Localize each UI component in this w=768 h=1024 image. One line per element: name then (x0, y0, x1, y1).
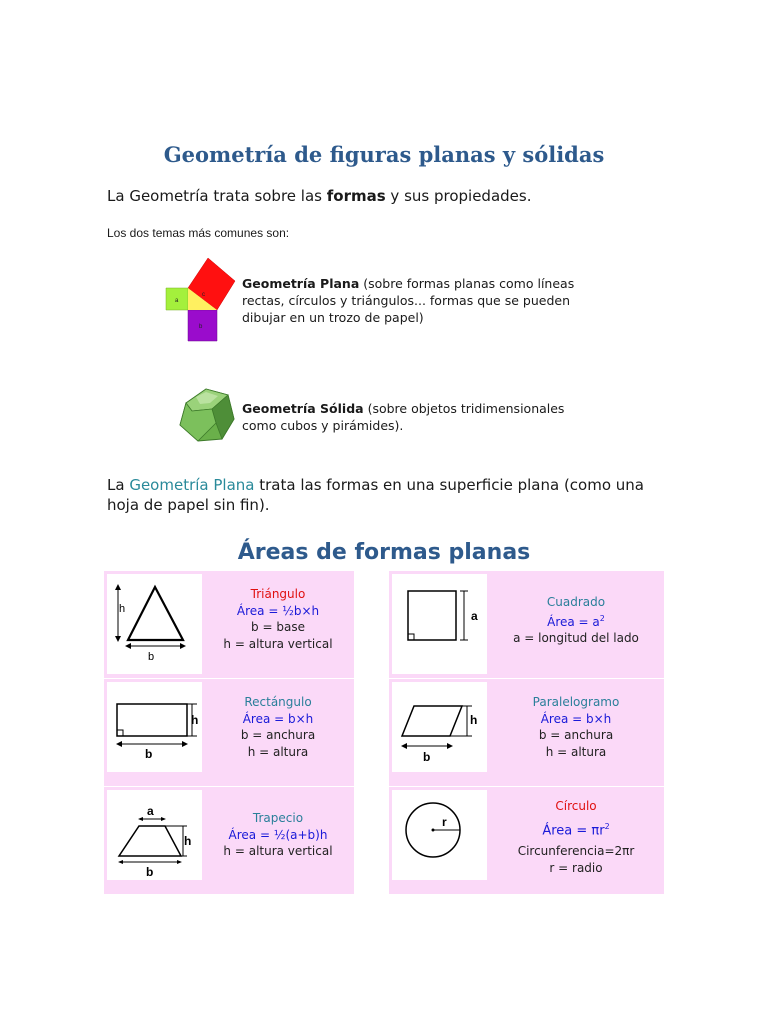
arrow-left (116, 741, 122, 747)
trapezoid-name: Trapecio (252, 811, 304, 825)
plane-geometry-desc (242, 275, 592, 326)
plane-geometry-link[interactable]: Geometría Plana (129, 476, 255, 494)
topics-intro: Los dos temas más comunes son: (107, 226, 290, 240)
circle-area-exp: 2 (604, 821, 610, 831)
parallelogram-image (392, 682, 487, 772)
label-h: h (470, 713, 478, 727)
parallelogram-text (490, 694, 662, 760)
trapezoid-text (205, 810, 351, 860)
circle-image-box (392, 790, 487, 880)
trapezoid-height: h = altura vertical (223, 844, 333, 858)
square-text (490, 594, 662, 647)
label-b: b (145, 747, 153, 761)
label-b: b (148, 651, 155, 663)
arrow-left (401, 743, 407, 749)
triangle-shape (128, 587, 183, 640)
rectangle-text (205, 694, 351, 760)
parallelogram-width: b = anchura (538, 728, 614, 742)
label-b: b (146, 865, 154, 879)
parallelogram-name: Paralelogramo (532, 695, 620, 709)
rectangle-image (107, 682, 202, 772)
square-name: Cuadrado (546, 595, 606, 609)
arrow-right (180, 643, 186, 649)
label-b: b (199, 324, 203, 330)
square-area (490, 611, 662, 631)
arrow-a-left (138, 817, 143, 821)
plane-paragraph (107, 475, 667, 515)
trapezoid-image-box (107, 790, 202, 880)
circle-area (490, 819, 662, 840)
label-a: a (147, 804, 154, 818)
square-side: a = longitud del lado (513, 631, 639, 645)
square-image (392, 574, 487, 674)
triangle-name: Triángulo (250, 587, 306, 601)
label-r: r (442, 815, 447, 829)
square-b (188, 310, 217, 341)
parallelogram-image-box (392, 682, 487, 772)
plane-geometry-term: Geometría Plana (242, 276, 360, 291)
triangle-image (107, 574, 202, 674)
plane-geometry-rest: (sobre formas planas como líneas rectas, círculos y triángulos... formas que se pueden dibujar en un trozo de papel) (242, 276, 575, 325)
circle-text (490, 798, 662, 876)
label-h: h (184, 834, 192, 848)
arrow-a-right (161, 817, 166, 821)
circle-name: Círculo (555, 799, 597, 813)
plane-geometry-image (160, 255, 240, 345)
arrow-b-right (177, 860, 182, 864)
label-h: h (119, 603, 126, 615)
solid-geometry-image (176, 383, 238, 445)
parallelogram-shape (402, 706, 462, 736)
arrow-down (115, 636, 121, 642)
triangle-area: Área = ½b×h (236, 603, 320, 618)
right-angle-mark (408, 634, 414, 640)
circle-area-base: Área = πr (542, 822, 605, 838)
label-c: c (202, 292, 205, 298)
arrow-b-left (118, 860, 123, 864)
square-area-base: Área = a (547, 614, 600, 629)
para-before: La (107, 476, 130, 494)
square-image-box (392, 574, 487, 674)
trapezoid-area: Área = ½(a+b)h (228, 827, 328, 842)
rectangle-name: Rectángulo (244, 695, 312, 709)
label-a: a (471, 609, 478, 623)
arrow-left (125, 643, 131, 649)
arrow-up (115, 584, 121, 590)
intro-after: y sus propiedades. (385, 187, 532, 205)
rectangle-height: h = altura (247, 744, 309, 759)
page-title: Geometría de figuras planas y sólidas (163, 142, 605, 167)
square-shape (408, 591, 456, 640)
arrow-right (447, 743, 453, 749)
solid-geometry-rest: (sobre objetos tridimensionales como cubos y pirámides). (242, 401, 565, 433)
rectangle-image-box (107, 682, 202, 772)
parallelogram-height: h = altura (545, 744, 607, 759)
rectangle-area: Área = b×h (242, 711, 314, 726)
right-angle-mark (117, 730, 123, 736)
solid-geometry-term: Geometría Sólida (242, 401, 364, 416)
rectangle-shape (117, 704, 187, 736)
circle-image (392, 790, 487, 880)
para-after: trata las formas en una superficie plana (como una hoja de papel sin fin). (107, 476, 644, 514)
rectangle-width: b = anchura (240, 728, 316, 742)
label-h: h (191, 713, 199, 727)
parallelogram-area: Área = b×h (540, 711, 612, 726)
circle-circumference: Circunferencia=2πr (517, 844, 635, 859)
triangle-text (205, 586, 351, 652)
square-area-exp: 2 (599, 613, 605, 623)
circle-radius: r = radio (549, 860, 603, 875)
intro-before: La Geometría trata sobre las (107, 187, 327, 205)
trapezoid-shape (119, 826, 181, 856)
arrow-right (182, 741, 188, 747)
intro-bold: formas (326, 187, 386, 205)
intro-sentence (107, 187, 531, 205)
trapezoid-image (107, 790, 202, 880)
areas-heading: Áreas de formas planas (237, 540, 531, 565)
triangle-image-box (107, 574, 202, 674)
solid-geometry-desc (242, 400, 592, 434)
triangle-base: b = base (251, 620, 305, 634)
label-a: a (175, 298, 179, 304)
label-b: b (423, 750, 431, 764)
triangle-height: h = altura vertical (223, 636, 333, 651)
